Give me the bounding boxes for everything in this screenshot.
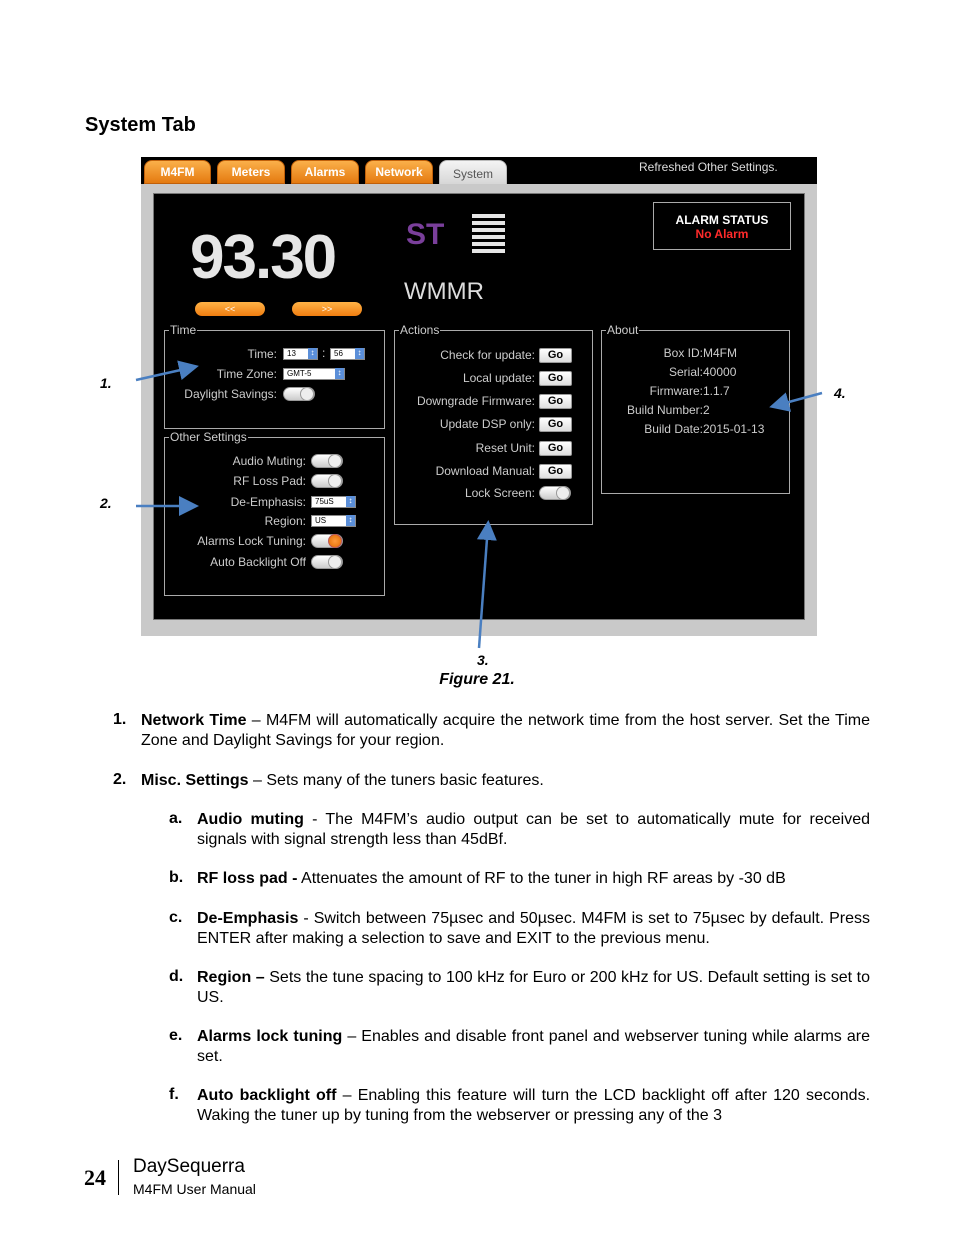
build-date-value: 2015-01-13	[703, 422, 765, 436]
sub-letter-a: a.	[169, 810, 183, 827]
local-update-label: Local update:	[462, 371, 535, 385]
manual-title: M4FM User Manual	[133, 1181, 256, 1197]
tab-meters[interactable]: Meters	[217, 160, 285, 184]
sub-letter-f: f.	[169, 1086, 179, 1103]
sub-e-text: – Enables and disable front panel and webserver tuning while alarms are set.	[197, 1028, 870, 1065]
downgrade-firmware-label: Downgrade Firmware:	[416, 394, 535, 408]
check-update-label: Check for update:	[440, 348, 535, 362]
section-title: System Tab	[85, 114, 196, 136]
sub-b-title: RF loss pad -	[197, 870, 298, 887]
sub-f-text: – Enabling this feature will turn the LCD backlight off after 120 seconds. Waking the tuner up by tuning from the webserver or pressing any of the 3	[197, 1087, 871, 1124]
arrow-4	[774, 393, 822, 406]
sub-d-title: Region –	[197, 969, 265, 986]
sub-c-title: De-Emphasis	[197, 910, 299, 927]
time-colon: :	[322, 346, 326, 360]
daylight-savings-label: Daylight Savings:	[184, 387, 277, 401]
update-dsp-go-button[interactable]: Go	[539, 417, 572, 432]
about-label: About	[607, 323, 639, 337]
status-message: Refreshed Other Settings.	[639, 160, 778, 174]
check-update-go-button[interactable]: Go	[539, 348, 572, 363]
tab-system[interactable]: System	[439, 160, 507, 187]
sub-letter-e: e.	[169, 1027, 183, 1044]
list-item-1	[141, 711, 870, 751]
firmware-value: 1.1.7	[703, 384, 730, 398]
callout-1: 1.	[100, 375, 112, 391]
time-group-label: Time	[170, 323, 197, 337]
downgrade-firmware-go-button[interactable]: Go	[539, 394, 572, 409]
item-2-text: – Sets many of the tuners basic features.	[248, 772, 544, 789]
callout-4: 4.	[834, 385, 846, 401]
build-number-value: 2	[703, 403, 710, 417]
footer-divider	[118, 1160, 119, 1195]
list-number-2: 2.	[113, 771, 127, 788]
frequency-display: 93.30	[190, 223, 336, 292]
stereo-indicator: ST	[406, 218, 445, 251]
tune-up-button[interactable]: >>	[292, 302, 362, 316]
hour-stepper[interactable]: 13 ↕	[283, 348, 318, 360]
build-date-label: Build Date:	[644, 422, 703, 436]
alarm-status-value: No Alarm	[695, 227, 749, 241]
region-select[interactable]: US ↕	[311, 515, 356, 527]
alarms-lock-tuning-label: Alarms Lock Tuning:	[197, 534, 306, 548]
tab-m4fm[interactable]: M4FM	[144, 160, 211, 184]
sub-item-f	[197, 1086, 870, 1126]
other-settings-label: Other Settings	[170, 430, 247, 444]
item-1-text: – M4FM will automatically acquire the network time from the host server. Set the Time Zone and Daylight Savings for your region.	[141, 712, 870, 749]
de-emphasis-select[interactable]: 75uS ↕	[311, 496, 356, 508]
sub-item-a	[197, 810, 870, 850]
sub-item-d	[197, 968, 870, 1008]
auto-backlight-label: Auto Backlight Off	[210, 555, 306, 569]
figure-caption: Figure 21.	[439, 671, 515, 688]
local-update-go-button[interactable]: Go	[539, 371, 572, 386]
region-label: Region:	[264, 514, 306, 528]
sub-a-text: - The M4FM’s audio output can be set to automatically mute for received signals with signal strength less than 45dBf.	[197, 811, 871, 848]
box-id-value: M4FM	[703, 346, 737, 360]
tab-alarms[interactable]: Alarms	[291, 160, 359, 184]
alarm-status-label: ALARM STATUS	[675, 213, 769, 227]
tune-down-button[interactable]: <<	[195, 302, 265, 316]
callout-2: 2.	[100, 495, 112, 511]
serial-value: 40000	[703, 365, 737, 379]
time-zone-label: Time Zone:	[216, 367, 277, 381]
station-name: WMMR	[404, 278, 484, 305]
sub-d-text: Sets the tune spacing to 100 kHz for Euro or 200 kHz for US. Default setting is set to US.	[197, 969, 871, 1006]
reset-unit-go-button[interactable]: Go	[539, 441, 572, 456]
minute-stepper[interactable]: 56 ↕	[330, 348, 365, 360]
box-id-label: Box ID:	[663, 346, 703, 360]
page-number: 24	[84, 1165, 106, 1190]
sub-f-title: Auto backlight off	[197, 1087, 337, 1104]
lock-screen-label: Lock Screen:	[464, 486, 535, 500]
actions-label: Actions	[400, 323, 440, 337]
tab-network[interactable]: Network	[365, 160, 433, 184]
list-item-2	[141, 771, 870, 791]
update-dsp-label: Update DSP only:	[439, 417, 535, 431]
sub-letter-c: c.	[169, 909, 183, 926]
sub-b-text: Attenuates the amount of RF to the tuner in high RF areas by -30 dB	[297, 870, 786, 887]
sub-letter-d: d.	[169, 968, 184, 985]
arrow-1	[136, 367, 194, 380]
time-zone-select[interactable]: GMT-5 ↕	[283, 368, 345, 380]
list-number-1: 1.	[113, 711, 127, 728]
sub-letter-b: b.	[169, 869, 184, 886]
download-manual-label: Download Manual:	[435, 464, 535, 478]
sub-a-title: Audio muting	[197, 811, 304, 828]
reset-unit-label: Reset Unit:	[475, 441, 535, 455]
sub-e-title: Alarms lock tuning	[197, 1028, 343, 1045]
brand-logo: DaySequerra	[133, 1156, 245, 1177]
firmware-label: Firmware:	[649, 384, 703, 398]
download-manual-go-button[interactable]: Go	[539, 464, 572, 479]
callout-3: 3.	[477, 652, 489, 668]
de-emphasis-label: De-Emphasis:	[230, 495, 306, 509]
sub-item-b	[197, 869, 870, 889]
arrow-3	[479, 525, 488, 648]
sub-c-text: - Switch between 75µsec and 50µsec. M4FM is set to 75µsec by default. Press ENTER after making a selection to save and EXIT to the previous menu.	[197, 910, 870, 947]
item-1-title: Network Time	[141, 712, 247, 729]
rf-loss-pad-label: RF Loss Pad:	[233, 474, 306, 488]
audio-muting-label: Audio Muting:	[232, 454, 306, 468]
sub-item-c	[197, 909, 870, 949]
time-label: Time:	[247, 347, 277, 361]
sub-item-e	[197, 1027, 870, 1067]
build-number-label: Build Number:	[626, 403, 703, 417]
item-2-title: Misc. Settings	[141, 772, 249, 789]
serial-label: Serial:	[668, 365, 703, 379]
